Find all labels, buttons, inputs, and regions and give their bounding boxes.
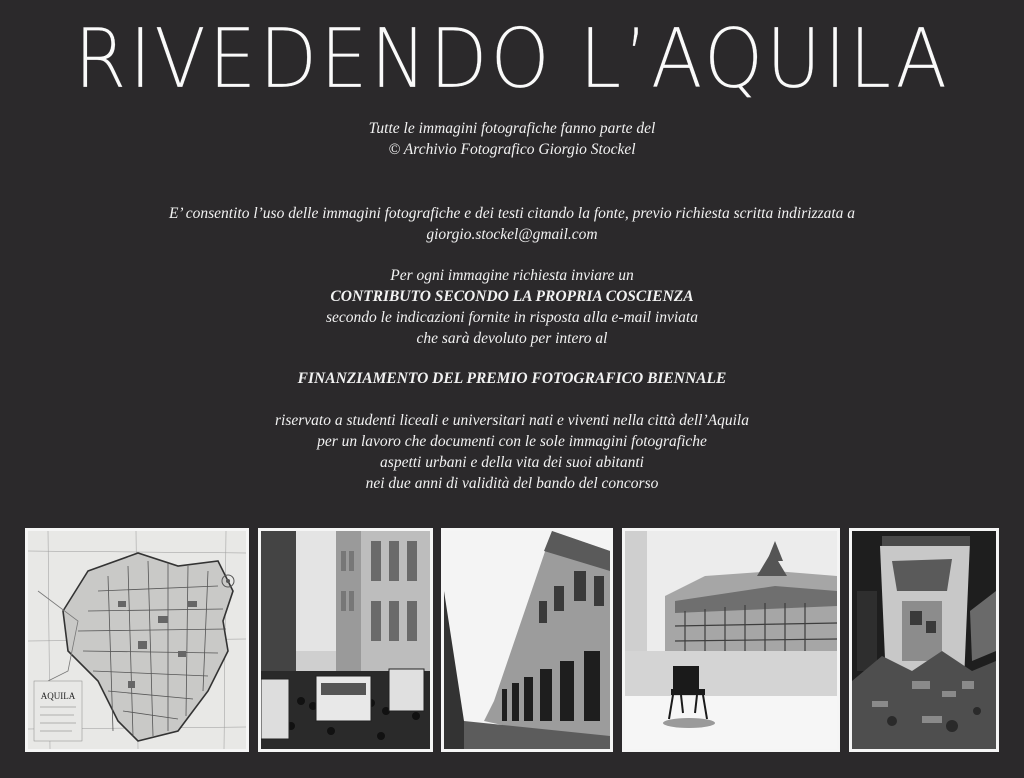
- prize-line-1: riservato a studenti liceali e universitari nati e viventi nella città dell’Aquila: [275, 412, 749, 429]
- contribution-line-1: Per ogni immagine richiesta inviare un: [390, 267, 634, 284]
- photo-arcade-street: [441, 528, 613, 752]
- prize-heading-block: [0, 368, 1024, 389]
- prize-line-2: per un lavoro che documenti con le sole immagini fotografiche: [317, 433, 707, 450]
- contribution-line-4: che sarà devoluto per intero al: [416, 330, 608, 347]
- contribution-heading: CONTRIBUTO SECONDO LA PROPRIA COSCIENZA: [330, 288, 694, 305]
- arcade-street-image: [444, 531, 610, 749]
- usage-notice: [0, 203, 1024, 245]
- chair-terrace-image: [625, 531, 837, 749]
- archive-line-1: Tutte le immagini fotografiche fanno parte del: [368, 120, 656, 137]
- prize-heading: FINANZIAMENTO DEL PREMIO FOTOGRAFICO BIENNALE: [297, 370, 727, 387]
- prize-details: [0, 410, 1024, 494]
- photo-city-map: [25, 528, 249, 752]
- email-link[interactable]: giorgio.stockel@gmail.com: [426, 226, 598, 243]
- archive-notice: [0, 118, 1024, 160]
- page-title: RIVEDENDO L’AQUILA: [74, 12, 950, 107]
- prize-line-4: nei due anni di validità del bando del concorso: [365, 475, 659, 492]
- crowded-street-image: [261, 531, 430, 749]
- archive-line-2: © Archivio Fotografico Giorgio Stockel: [388, 141, 636, 158]
- photo-crowded-street: [258, 528, 433, 752]
- photo-chair-terrace: [622, 528, 840, 752]
- map-label: AQUILA: [40, 691, 76, 701]
- contribution-line-3: secondo le indicazioni fornite in risposta alla e-mail inviata: [326, 309, 698, 326]
- photo-ruined-building: [849, 528, 999, 752]
- ruined-building-image: [852, 531, 996, 749]
- city-map-image: [28, 531, 246, 749]
- photo-strip: [25, 528, 999, 752]
- contribution-notice: [0, 265, 1024, 349]
- prize-line-3: aspetti urbani e della vita dei suoi abitanti: [380, 454, 644, 471]
- usage-line-1: E’ consentito l’uso delle immagini fotografiche e dei testi citando la fonte, previo richiesta scritta indirizzata a: [168, 205, 856, 222]
